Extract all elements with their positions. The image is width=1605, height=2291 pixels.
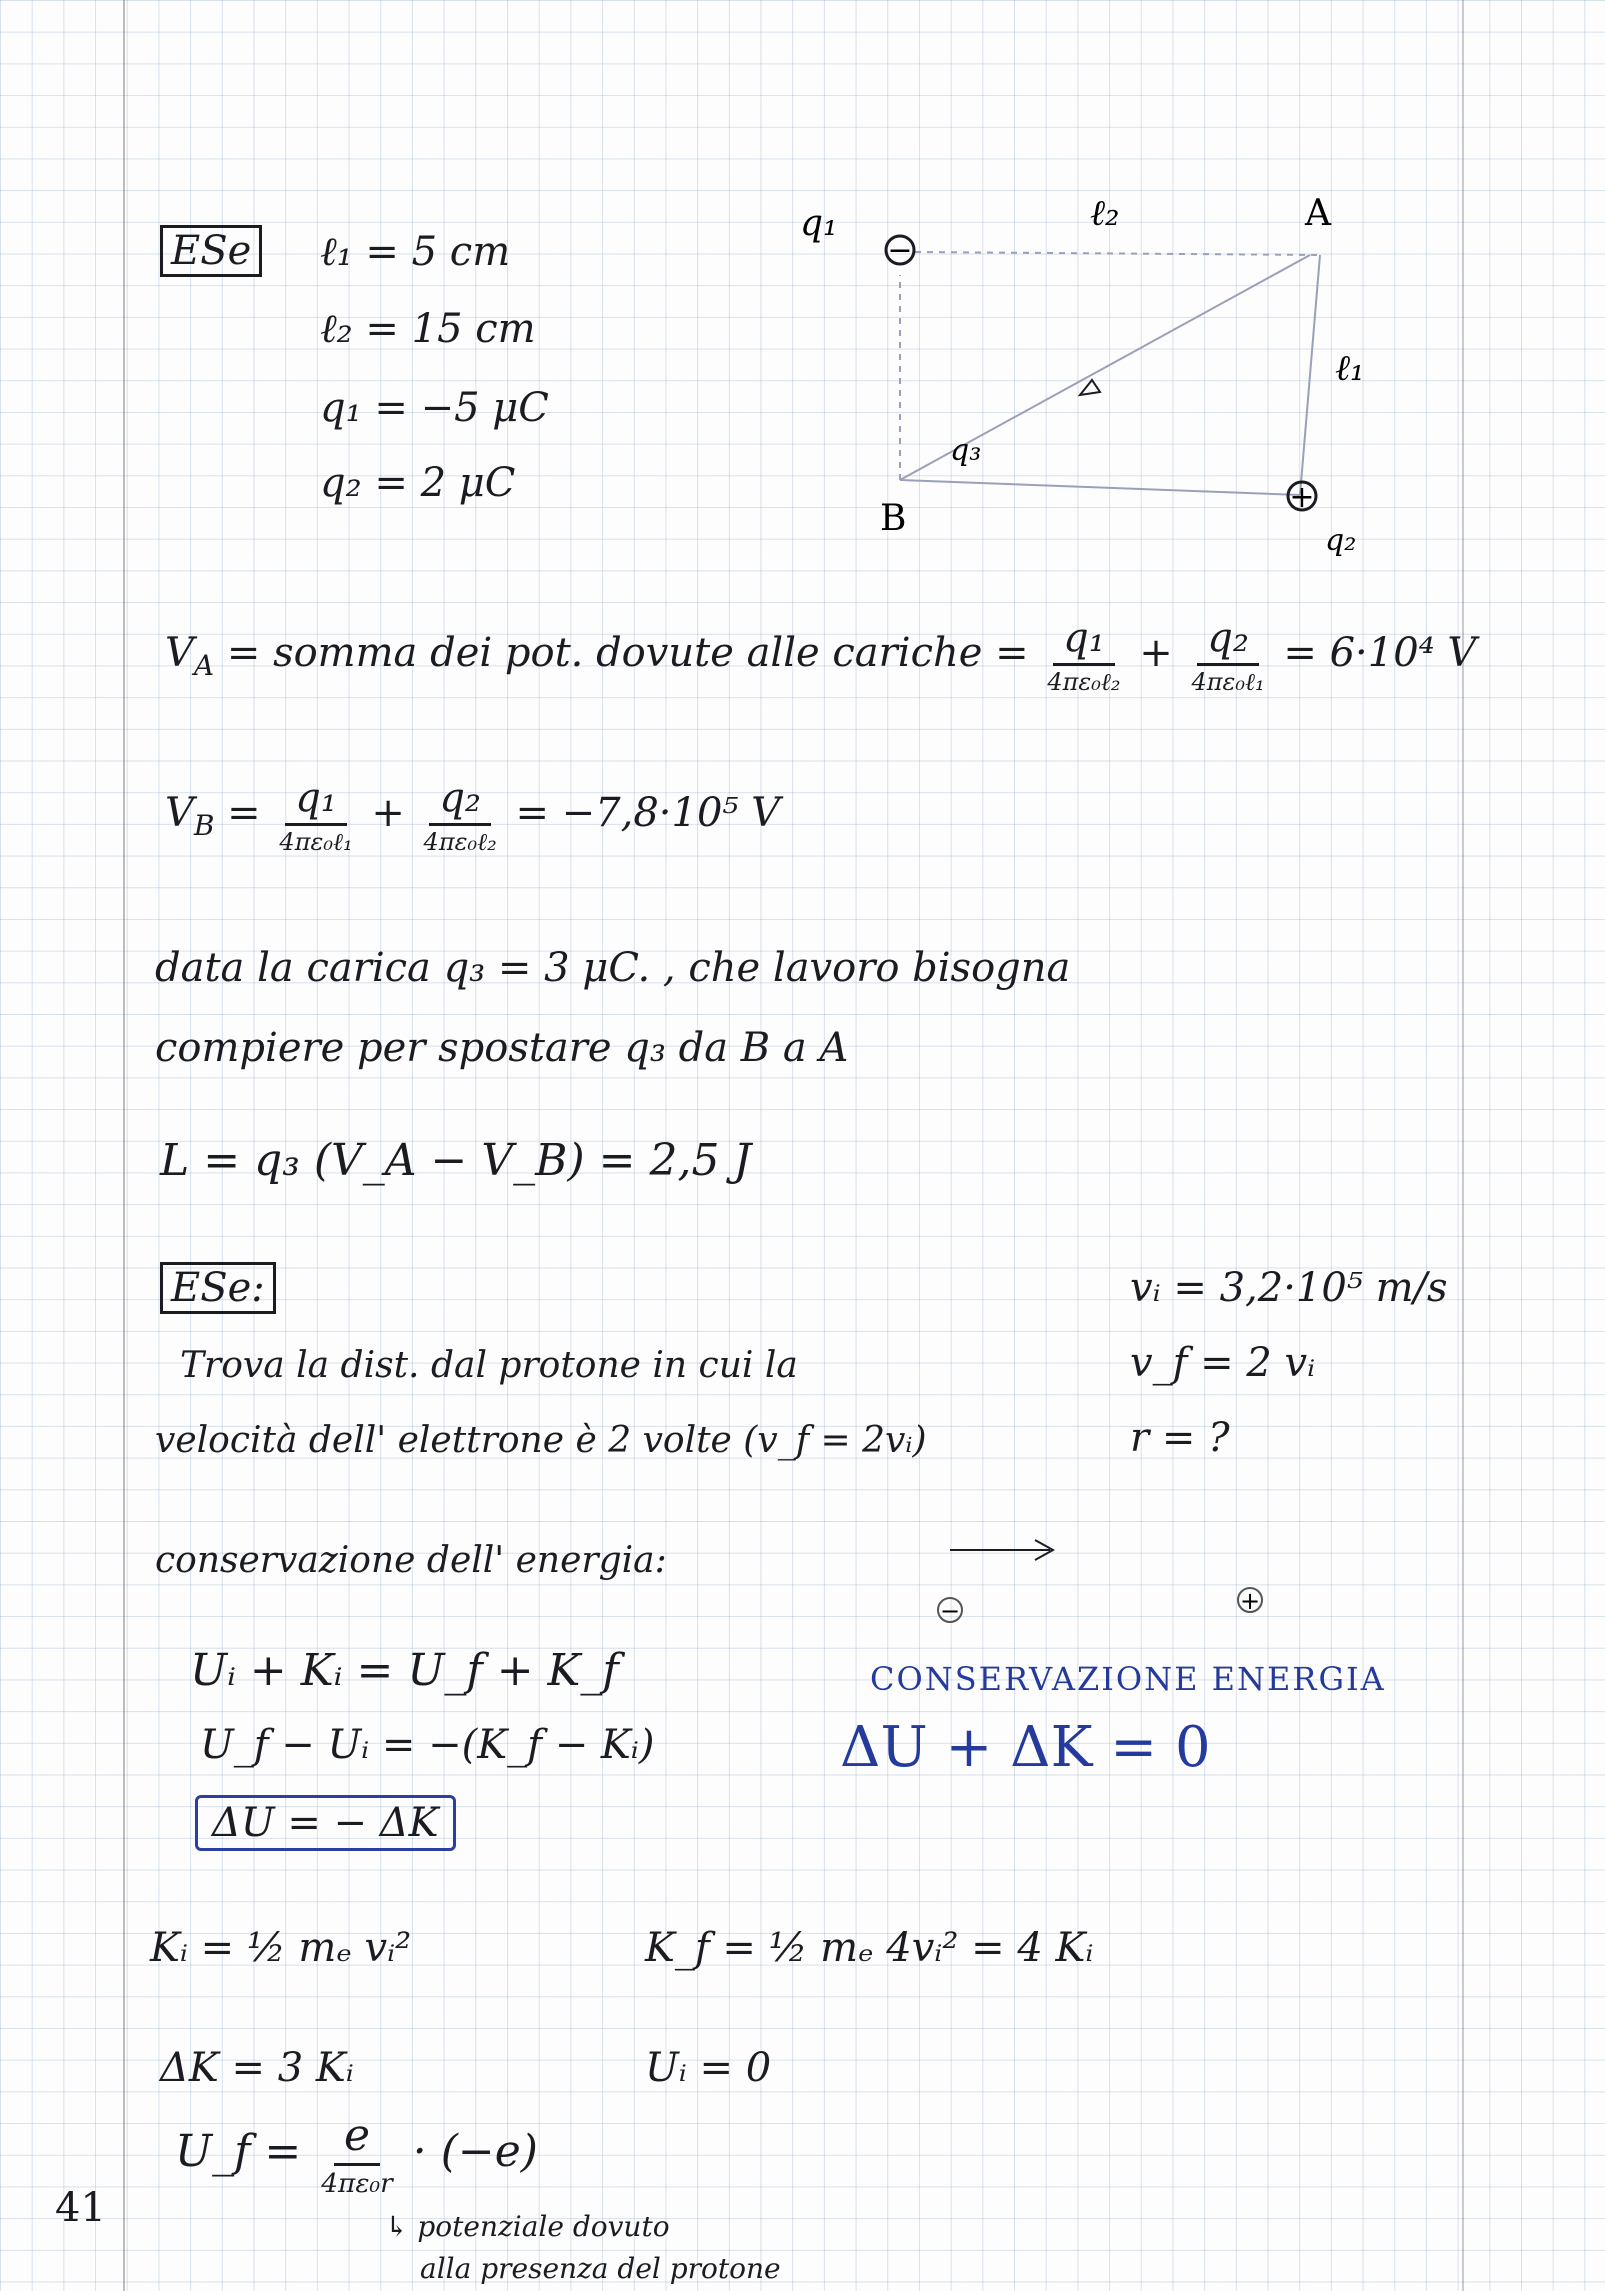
uf-equation: U_f = $\frac{e}{\text{4πε₀r}}$ · (−e) (175, 2110, 538, 2199)
page-number: 41 (55, 2185, 106, 2231)
given-vi: vᵢ = 3,2·10⁵ m/s (1130, 1265, 1448, 1311)
energy-eq-2: U_f − Uᵢ = −(K_f − Kᵢ) (200, 1722, 655, 1768)
minus-sign: − (887, 233, 913, 268)
statement-line-1: Trova la dist. dal protone in cui la (180, 1345, 798, 1386)
charges-diagram (800, 190, 1400, 580)
electron-sign: − (939, 1597, 961, 1625)
line-a-to-q2 (1300, 255, 1320, 495)
work-equation: L = q₃ (V_A − V_B) = 2,5 J (160, 1135, 752, 1186)
line-q1-to-a (915, 252, 1320, 255)
question-line-2: compiere per spostare q₃ da B a A (155, 1025, 849, 1071)
vb-equation: $V_B$ = $\frac{\text{q₁}}{\text{4πε₀ℓ₁}}$ + $\frac{\text{q₂}}{\text{4πε₀ℓ₂}}$ = −7,8·10⁵ V (165, 775, 781, 856)
electron-proton-sketch (920, 1530, 1280, 1650)
label-l1: ℓ₁ (1335, 348, 1365, 389)
statement-line-2: velocità dell' elettrone è 2 volte (v_f = 2vᵢ) (155, 1420, 927, 1461)
given-l2: ℓ₂ = 15 cm (320, 306, 536, 352)
blue-conservation-title: CONSERVAZIONE ENERGIA (870, 1660, 1386, 1698)
given-q1: q₁ = −5 μC (320, 385, 549, 431)
energy-eq-3-boxed: ΔU = − ΔK (195, 1795, 456, 1851)
energy-eq-1: Uᵢ + Kᵢ = U_f + K_f (190, 1645, 619, 1696)
given-q2: q₂ = 2 μC (320, 460, 516, 506)
vb-fraction-1: $\frac{\text{q₁}}{\text{4πε₀ℓ₁}}$ (279, 775, 353, 856)
label-a: A (1305, 193, 1331, 234)
left-margin-line (123, 0, 125, 2291)
ki-equation: Kᵢ = ½ mₑ vᵢ² (150, 1925, 412, 1971)
va-fraction-2: $\frac{\text{q₂}}{\text{4πε₀ℓ₁}}$ (1191, 615, 1265, 696)
direction-arrow (1080, 380, 1100, 395)
conservation-heading: conservazione dell' energia: (155, 1540, 667, 1581)
label-q1: q₁ (800, 203, 838, 244)
label-l2: ℓ₂ (1090, 193, 1120, 234)
given-l1: ℓ₁ = 5 cm (320, 229, 511, 275)
exercise-2-label: ESe: (160, 1262, 276, 1314)
line-b-to-q2 (900, 480, 1300, 495)
label-q3: q₃ (950, 433, 982, 468)
proton-sign: + (1239, 1587, 1261, 1615)
kf-equation: K_f = ½ mₑ 4vᵢ² = 4 Kᵢ (645, 1925, 1094, 1971)
right-margin-line (1462, 0, 1464, 2291)
uf-note-line-1: ↳ potenziale dovuto (385, 2210, 670, 2243)
ui-equation: Uᵢ = 0 (645, 2045, 772, 2091)
label-b: B (880, 498, 907, 539)
given-r: r = ? (1130, 1415, 1230, 1461)
plus-sign: + (1289, 480, 1315, 515)
exercise-1-label: ESe (160, 225, 262, 277)
va-equation: $V_A$ = somma dei pot. dovute alle cariche = $\frac{\text{q₁}}{\text{4πε₀ℓ₂}}$ + $\frac{\text{q₂}}{\text{4πε₀ℓ₁}}$ = 6·10⁴ V (165, 615, 1477, 696)
va-fraction-1: $\frac{\text{q₁}}{\text{4πε₀ℓ₂}}$ (1047, 615, 1121, 696)
blue-conservation-equation: ΔU + ΔK = 0 (840, 1715, 1211, 1780)
uf-fraction: $\frac{e}{\text{4πε₀r}}$ (321, 2110, 393, 2199)
question-line-1: data la carica q₃ = 3 μC. , che lavoro bisogna (155, 945, 1071, 991)
given-vf: v_f = 2 vᵢ (1130, 1340, 1316, 1386)
label-q2: q₂ (1325, 523, 1357, 558)
uf-note-line-2: alla presenza del protone (420, 2252, 781, 2285)
delta-k-equation: ΔK = 3 Kᵢ (160, 2045, 354, 2091)
vb-fraction-2: $\frac{\text{q₂}}{\text{4πε₀ℓ₂}}$ (423, 775, 497, 856)
